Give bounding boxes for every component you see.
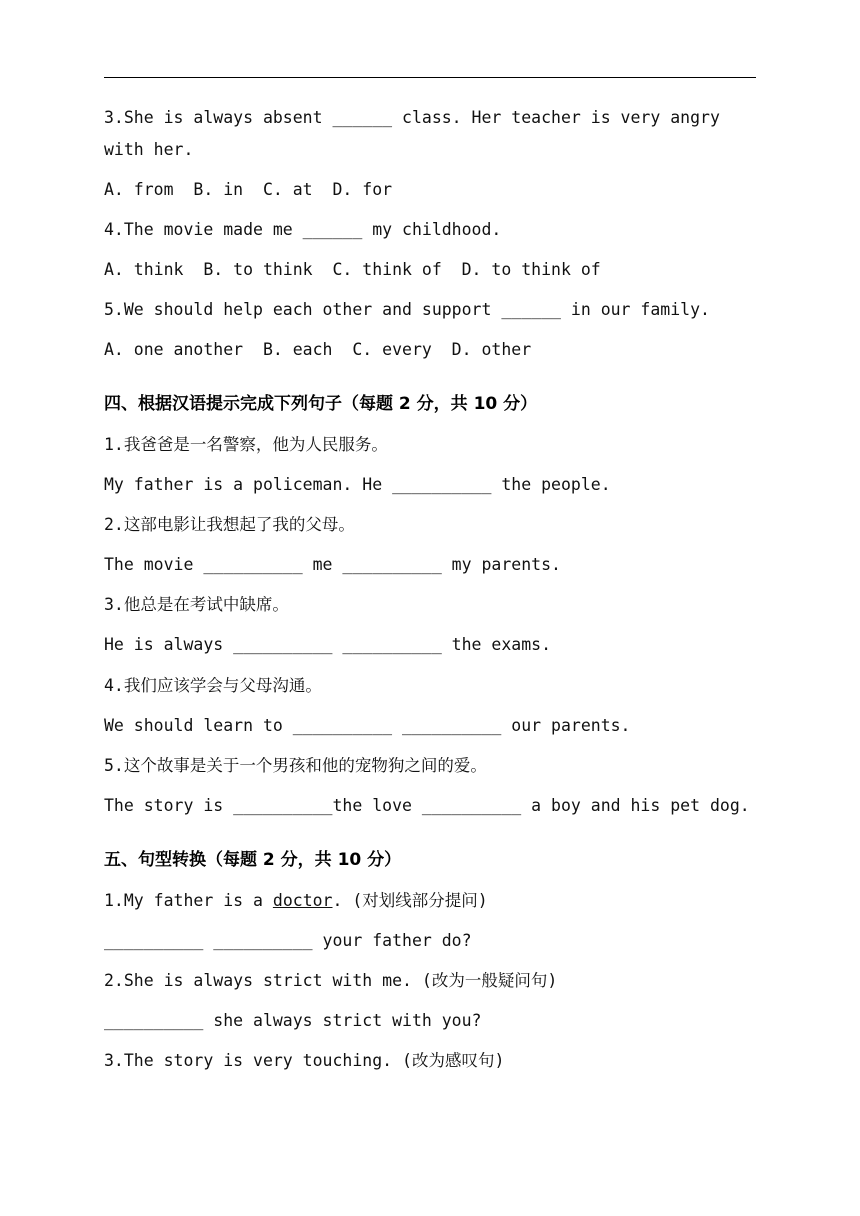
underlined-word: doctor	[272, 891, 333, 910]
section-5-heading: 五、句型转换（每题 2 分，共 10 分）	[104, 850, 402, 870]
question-4-options: A. think B. to think C. think of D. to think of	[104, 260, 601, 279]
section-4-item-2-english: The movie __________ me __________ my parents.	[104, 555, 561, 574]
section-4-item-5-english: The story is __________the love __________ a boy and his pet dog.	[104, 796, 750, 815]
section-5-question-3: 3.The story is very touching. (改为感叹句)	[104, 1051, 505, 1070]
section-5-answer-2: __________ she always strict with you?	[104, 1011, 482, 1030]
section-4-item-4-english: We should learn to __________ __________ our parents.	[104, 716, 631, 735]
question-5: 5.We should help each other and support ______ in our family.	[104, 300, 710, 319]
section-5-answer-1: __________ __________ your father do?	[104, 931, 472, 950]
section-4-item-3-chinese: 3.他总是在考试中缺席。	[104, 595, 289, 614]
question-3-options: A. from B. in C. at D. for	[104, 180, 393, 199]
section-4-heading: 四、根据汉语提示完成下列句子（每题 2 分，共 10 分）	[104, 394, 538, 414]
question-1-suffix: . (对划线部分提问)	[332, 891, 488, 910]
question-5-options: A. one another B. each C. every D. other	[104, 340, 532, 359]
section-4-item-5-chinese: 5.这个故事是关于一个男孩和他的宠物狗之间的爱。	[104, 756, 487, 775]
question-3-line-2: with her.	[104, 140, 194, 159]
question-4: 4.The movie made me ______ my childhood.	[104, 220, 502, 239]
section-5-question-1	[104, 890, 488, 912]
section-4-item-4-chinese: 4.我们应该学会与父母沟通。	[104, 676, 322, 695]
section-4-item-2-chinese: 2.这部电影让我想起了我的父母。	[104, 515, 355, 534]
question-1-prefix: 1.My father is a	[104, 891, 273, 910]
section-4-item-1-chinese: 1.我爸爸是一名警察，他为人民服务。	[104, 435, 388, 454]
section-5-question-2: 2.She is always strict with me. (改为一般疑问句)	[104, 971, 558, 990]
section-4-item-1-english: My father is a policeman. He __________ the people.	[104, 475, 611, 494]
question-3-line-1: 3.She is always absent ______ class. Her teacher is very angry	[104, 108, 720, 127]
header-rule	[104, 77, 756, 78]
section-4-item-3-english: He is always __________ __________ the exams.	[104, 635, 552, 654]
